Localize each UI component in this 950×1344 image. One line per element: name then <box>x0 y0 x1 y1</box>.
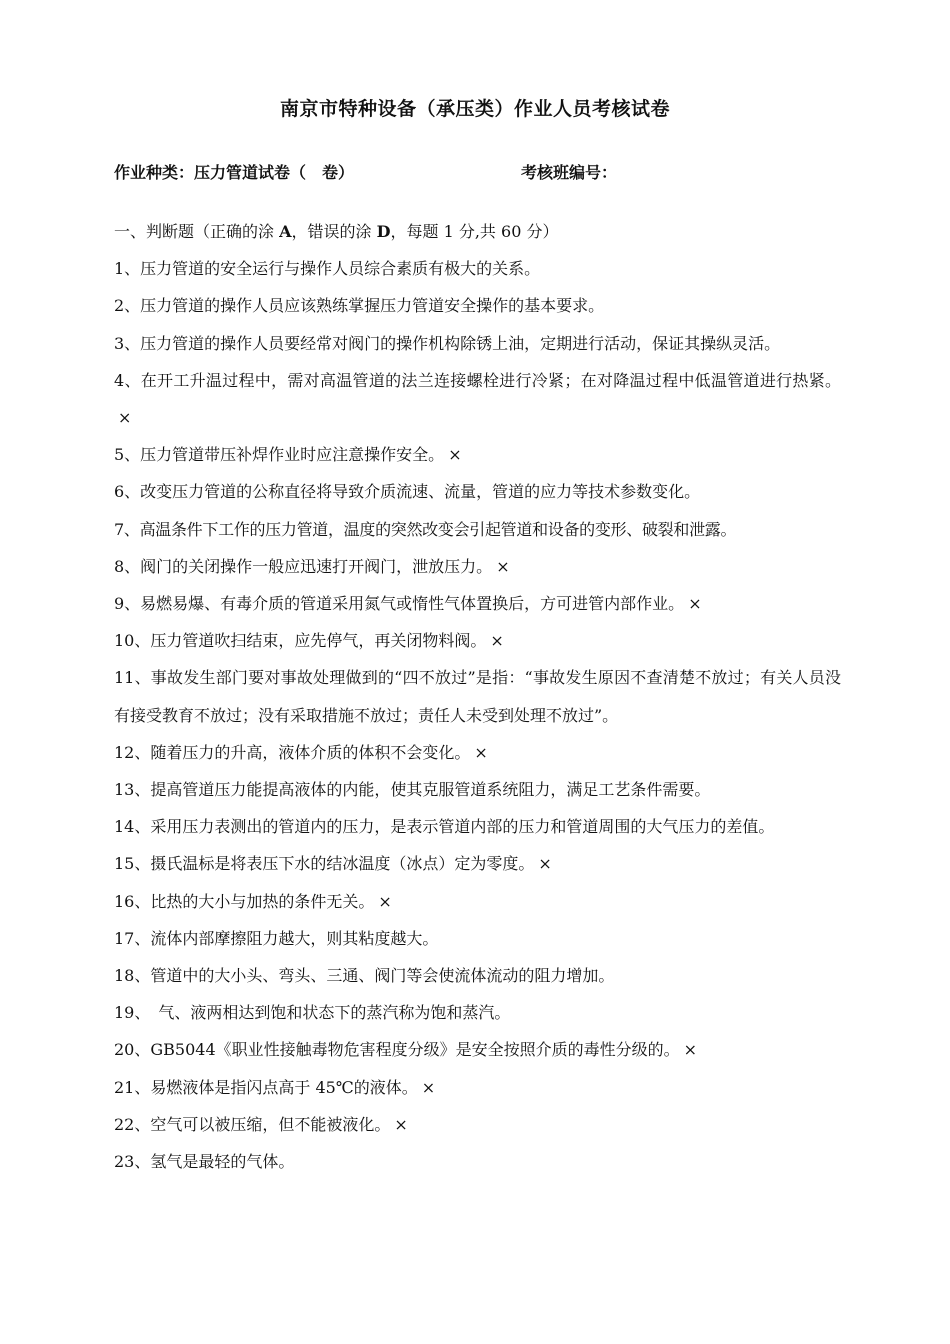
question-item <box>114 585 841 622</box>
question-text: 11、事故发生部门要对事故处理做到的“四不放过”是指：“事故发生原因不查清楚不放过；有关人员没有接受教育不放过；没有采取措施不放过；责任人未受到处理不放过”。 <box>114 668 841 725</box>
wrong-mark-icon: × <box>421 1077 436 1097</box>
question-text: 17、流体内部摩擦阻力越大，则其粘度越大。 <box>114 928 439 948</box>
question-text: 7、高温条件下工作的压力管道，温度的突然改变会引起管道和设备的变形、破裂和泄露。 <box>114 519 737 539</box>
question-text: 13、提高管道压力能提高液体的内能，使其克服管道系统阻力，满足工艺条件需要。 <box>114 780 711 800</box>
section-header-prefix: 一、判断题（正确的涂 <box>114 222 280 241</box>
exam-info-row <box>114 160 841 184</box>
question-text: 16、比热的大小与加热的条件无关。 <box>114 891 375 911</box>
question-text: 5、压力管道带压补焊作业时应注意操作安全。 <box>114 445 445 465</box>
question-item <box>114 473 841 510</box>
question-item <box>114 250 841 287</box>
question-section <box>114 213 841 1180</box>
question-item <box>114 659 841 733</box>
section-header <box>114 213 841 250</box>
section-header-suffix: ，每题 1 分,共 60 分） <box>390 222 559 241</box>
question-item <box>114 1031 841 1068</box>
question-text: 22、空气可以被压缩，但不能被液化。 <box>114 1114 391 1134</box>
page-title: 南京市特种设备（承压类）作业人员考核试卷 <box>279 98 670 120</box>
question-text: 19、 气、液两相达到饱和状态下的蒸汽称为饱和蒸汽。 <box>114 1003 511 1023</box>
question-text: 12、随着压力的升高，液体介质的体积不会变化。 <box>114 742 471 762</box>
question-item <box>114 511 841 548</box>
wrong-mark-icon: × <box>683 1040 698 1060</box>
question-item <box>114 845 841 882</box>
question-item <box>114 1143 841 1180</box>
question-item <box>114 1069 841 1106</box>
wrong-mark-icon: × <box>496 556 510 576</box>
wrong-mark-icon: × <box>448 445 462 465</box>
question-text: 3、压力管道的操作人员要经常对阀门的操作机构除锈上油，定期进行活动，保证其操纵灵活。 <box>114 333 781 353</box>
question-text: 2、压力管道的操作人员应该熟练掌握压力管道安全操作的基本要求。 <box>114 296 605 316</box>
question-item <box>114 957 841 994</box>
wrong-mark-icon: × <box>474 742 488 762</box>
section-header-middle: ，错误的涂 <box>291 222 377 241</box>
question-item <box>114 920 841 957</box>
class-number-label: 考核班编号： <box>521 163 618 182</box>
question-text: 9、易燃易爆、有毒介质的管道采用氮气或惰性气体置换后，方可进管内部作业。 <box>114 594 685 614</box>
question-item <box>114 622 841 659</box>
question-item <box>114 1106 841 1143</box>
wrong-mark-icon: × <box>688 594 702 614</box>
question-text: 6、改变压力管道的公称直径将导致介质流速、流量，管道的应力等技术参数变化。 <box>114 482 701 502</box>
question-text: 4、在开工升温过程中，需对高温管道的法兰连接螺栓进行冷紧；在对降温过程中低温管道进行热紧。 <box>114 370 841 390</box>
question-item <box>114 287 841 324</box>
question-item <box>114 325 841 362</box>
question-item <box>114 994 841 1031</box>
question-item <box>114 548 841 585</box>
wrong-mark-icon: × <box>490 631 504 651</box>
question-text: 20、GB5044《职业性接触毒物危害程度分级》是安全按照介质的毒性分级的。 <box>114 1040 680 1060</box>
question-text: 10、压力管道吹扫结束，应先停气，再关闭物料阀。 <box>114 631 487 651</box>
question-item <box>114 436 841 473</box>
wrong-mark-icon: × <box>394 1114 408 1134</box>
question-text: 14、采用压力表测出的管道内的压力，是表示管道内部的压力和管道周围的大气压力的差值。 <box>114 817 775 837</box>
wrong-answer-mark: D <box>376 222 391 241</box>
question-item <box>114 771 841 808</box>
question-text: 18、管道中的大小头、弯头、三通、阀门等会使流体流动的阻力增加。 <box>114 966 615 986</box>
question-text: 23、氢气是最轻的气体。 <box>114 1152 295 1172</box>
wrong-mark-icon: × <box>378 891 392 911</box>
question-text: 8、阀门的关闭操作一般应迅速打开阀门，泄放压力。 <box>114 556 493 576</box>
question-text: 1、压力管道的安全运行与操作人员综合素质有极大的关系。 <box>114 259 541 279</box>
question-item <box>114 362 841 436</box>
question-text: 21、易燃液体是指闪点高于 45℃的液体。 <box>114 1077 418 1097</box>
correct-answer-mark: A <box>279 222 292 241</box>
wrong-mark-icon: × <box>538 854 552 874</box>
question-item <box>114 808 841 845</box>
question-text: 15、摄氏温标是将表压下水的结冰温度（冰点）定为零度。 <box>114 854 535 874</box>
question-item <box>114 883 841 920</box>
exam-category-label: 作业种类：压力管道试卷（ 卷） <box>114 163 355 182</box>
question-item <box>114 734 841 771</box>
wrong-mark-icon: × <box>118 408 132 428</box>
